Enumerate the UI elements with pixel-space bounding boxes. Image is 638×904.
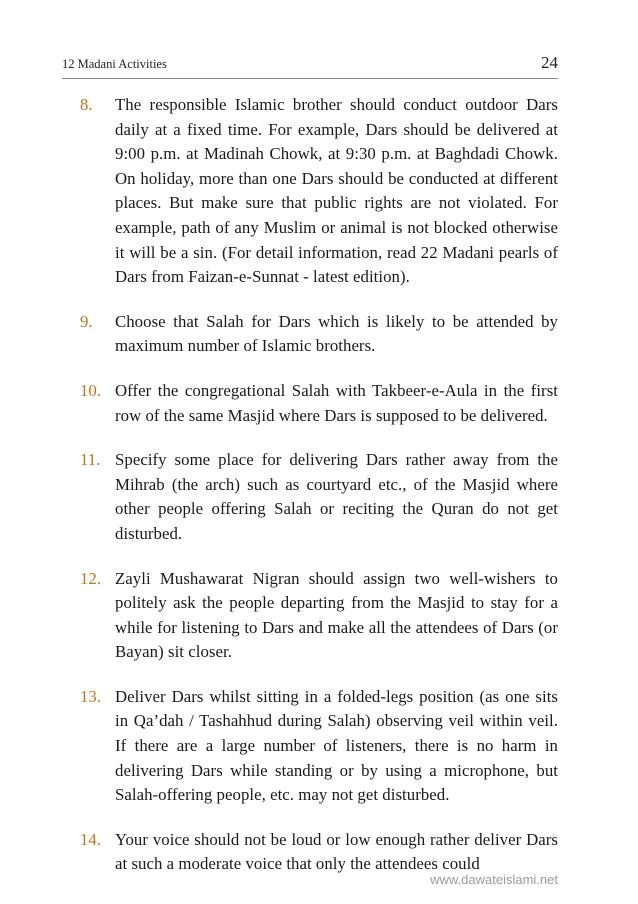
item-number: 10. [80, 380, 101, 400]
item-number: 12. [80, 568, 101, 588]
list-item [80, 93, 558, 290]
item-number: 11. [80, 450, 101, 470]
list-item [80, 310, 558, 359]
website-footer: www.dawateislami.net [430, 872, 558, 887]
item-number: 9. [80, 311, 93, 331]
list-item [80, 567, 558, 665]
item-text: Deliver Dars whilst sitting in a folded-legs position (as one sits in Qa’dah / Tashahhud during Salah) observing veil within veil. If there are a large number of listeners, there is no harm in delivering Dars while standing or by using a microphone, but Salah-offering people, etc. may not get disturbed. [115, 686, 558, 805]
item-text: Your voice should not be loud or low enough rather deliver Dars at such a moderate voice that only the attendees could [115, 829, 558, 874]
numbered-list [80, 93, 558, 897]
book-title: 12 Madani Activities [62, 57, 167, 71]
list-item [80, 685, 558, 808]
list-item [80, 828, 558, 877]
item-text: Specify some place for delivering Dars rather away from the Mihrab (the arch) such as courtyard etc., of the Masjid where other people offering Salah or reciting the Quran do not get disturbed. [115, 450, 558, 543]
item-number: 14. [80, 829, 101, 849]
list-item [80, 379, 558, 428]
page-number: 24 [541, 53, 558, 72]
item-text: Offer the congregational Salah with Takbeer-e-Aula in the first row of the same Masjid where Dars is supposed to be delivered. [115, 380, 558, 425]
item-text: Zayli Mushawarat Nigran should assign two well-wishers to politely ask the people departing from the Masjid to stay for a while for listening to Dars and make all the attendees of Dars (or Bayan) sit closer. [115, 568, 558, 662]
list-item [80, 448, 558, 546]
item-text: The responsible Islamic brother should conduct outdoor Dars daily at a fixed time. For example, Dars should be delivered at 9:00 p.m. at Madinah Chowk, at 9:30 p.m. at Baghdadi Chowk. On holiday, more than one Dars should be conducted at different places. But make sure that public rights are not violated. For example, path of any Muslim or animal is not blocked otherwise it will be a sin. (For detail information, read 22 Madani pearls of Dars from Faizan-e-Sunnat - latest edition). [115, 95, 558, 287]
item-number: 13. [80, 686, 101, 706]
running-header [62, 52, 558, 79]
item-text: Choose that Salah for Dars which is likely to be attended by maximum number of Islamic brothers. [115, 311, 558, 356]
item-number: 8. [80, 95, 93, 114]
